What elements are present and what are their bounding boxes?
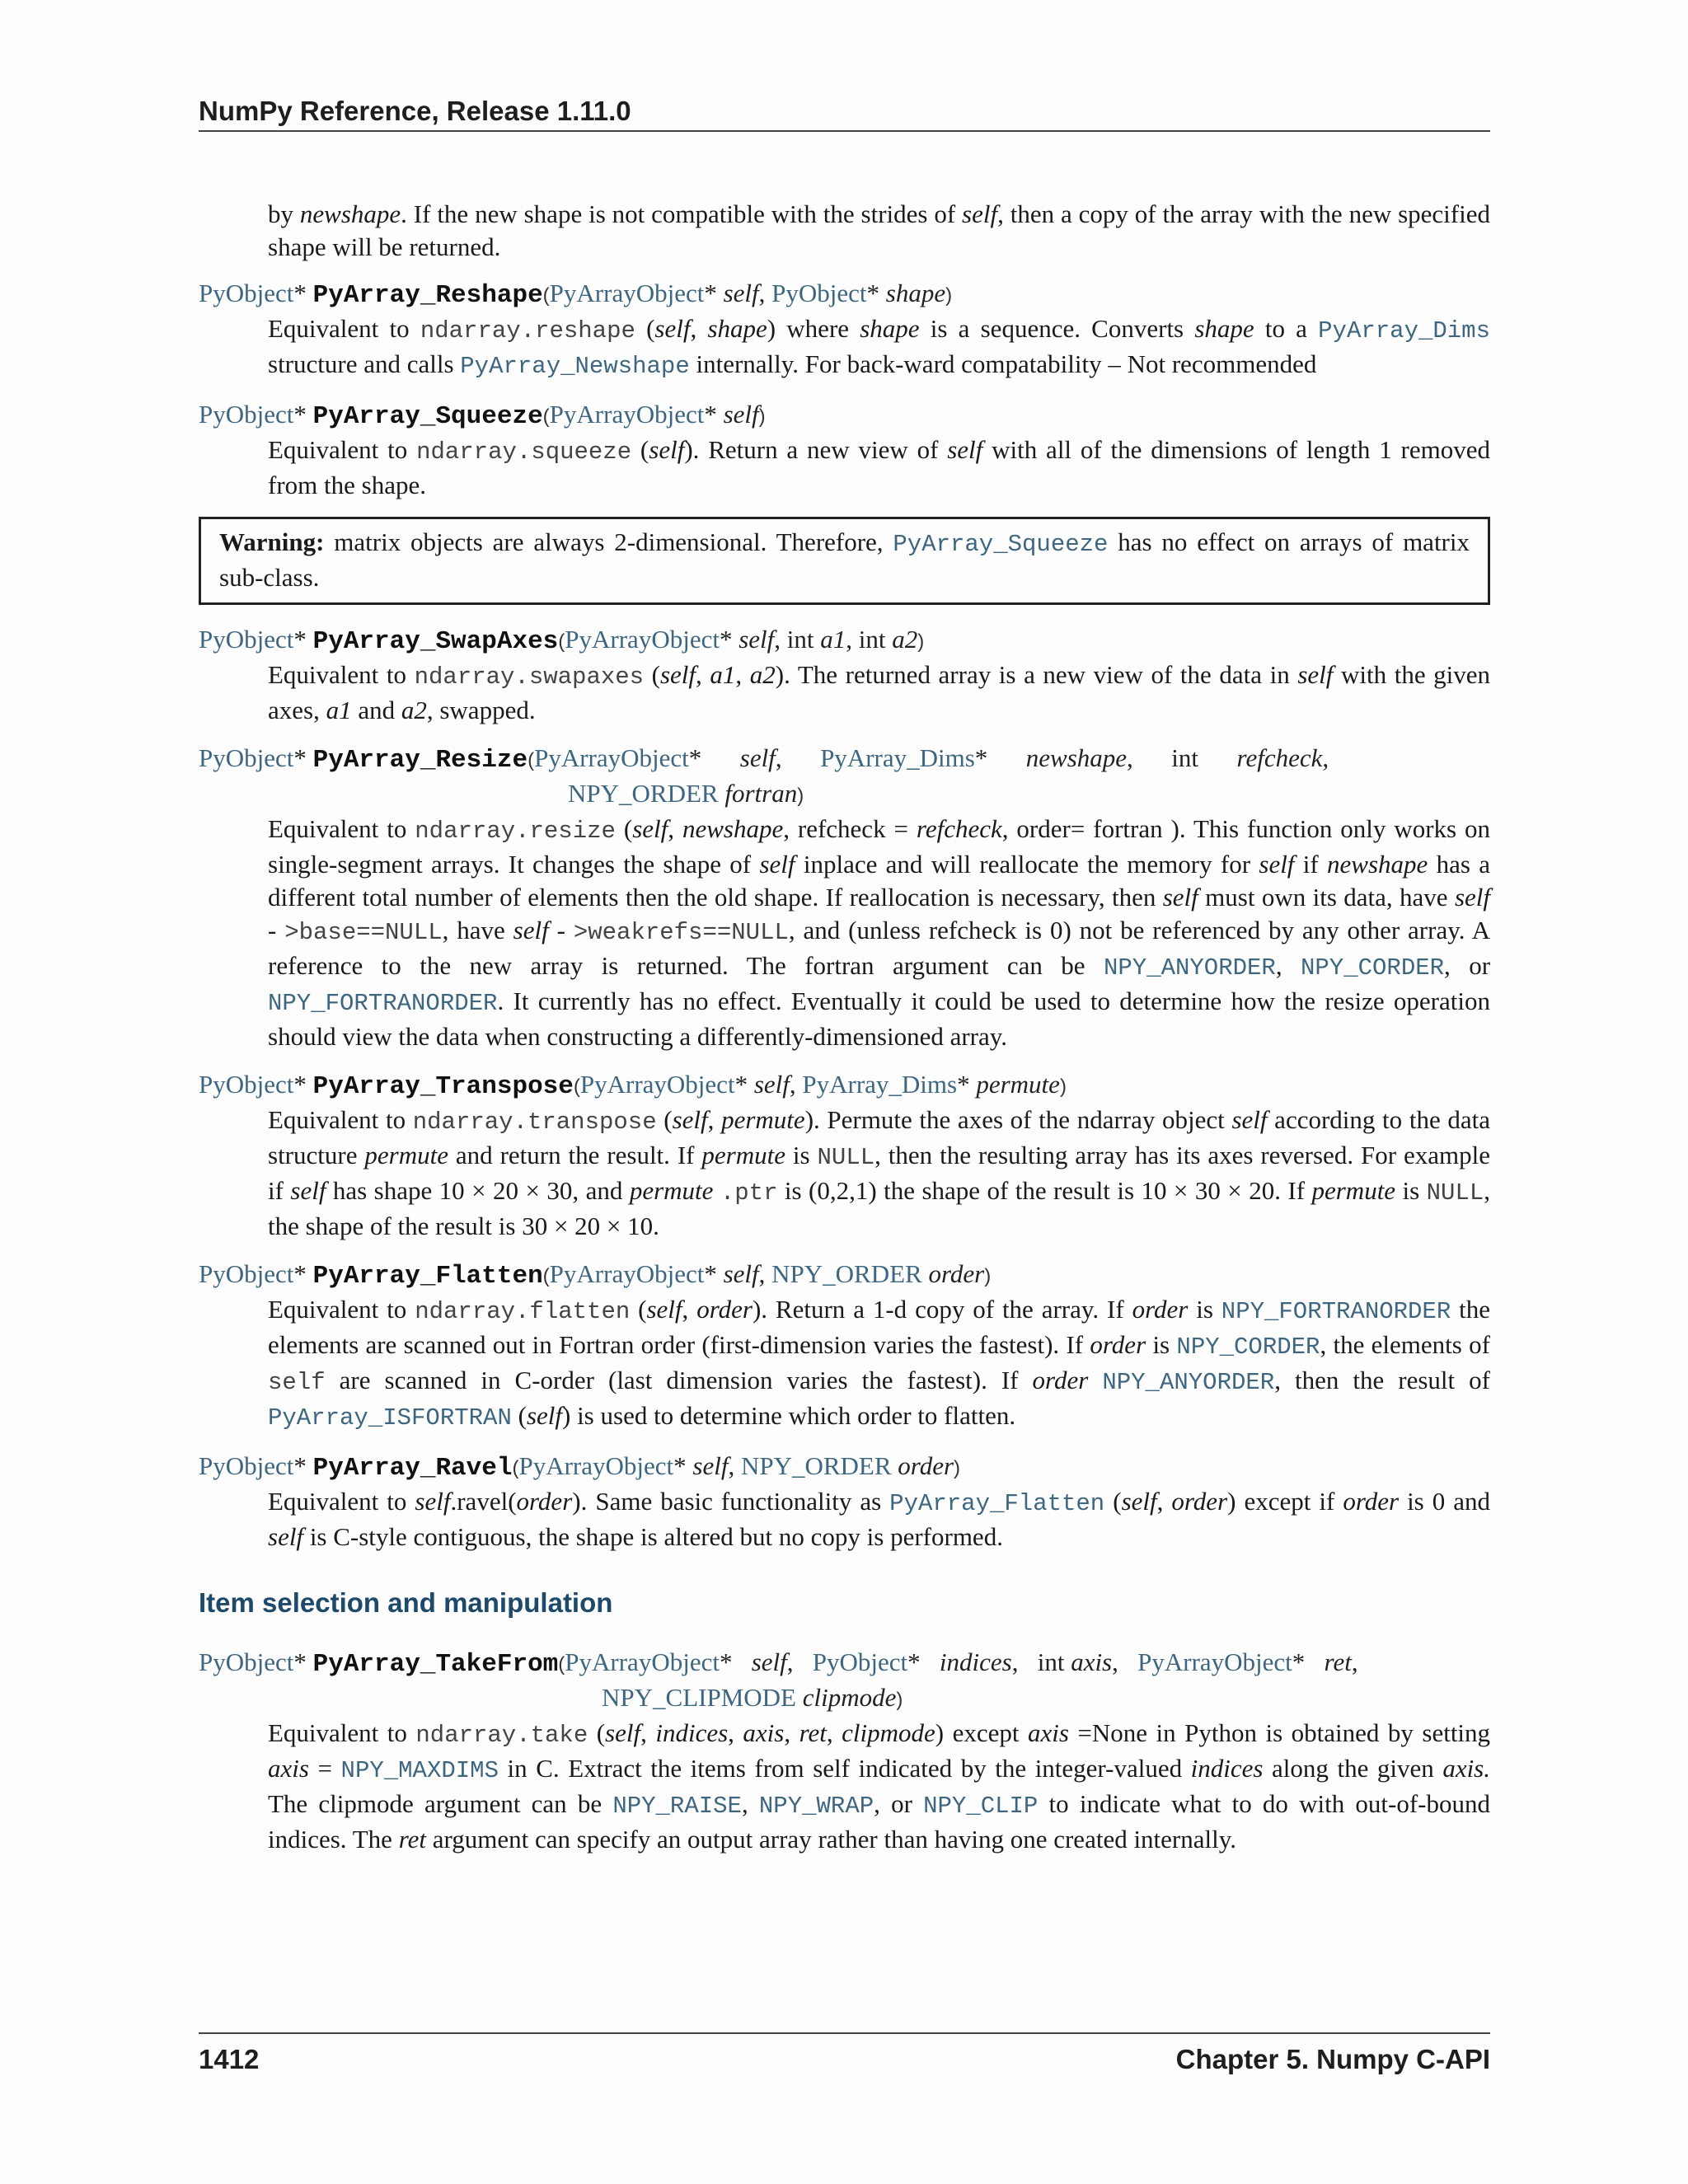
warning-box: Warning: matrix objects are always 2-dimensional. Therefore, PyArray_Squeeze has no effect on arrays of matrix sub-class.	[199, 517, 1490, 605]
type-link[interactable]: PyObject	[771, 279, 867, 307]
function-description: Equivalent to ndarray.resize (self, newshape, refcheck = refcheck, order= fortran ). This function only works on single-segment arrays. It changes the shape of self inplace and will reallocate the memory for self if newshape has a different total number of elements then the old shape. If reallocation is necessary, then self must own its data, have self - >base==NULL, have self - >weakrefs==NULL, and (unless refcheck is 0) not be referenced by any other array. A reference to the new array is returned. The fortran argument can be NPY_ANYORDER, NPY_CORDER, or NPY_FORTRANORDER. It currently has no effect. Eventually it could be used to determine how the resize operation should view the data when constructing a differently-dimensioned array.	[268, 814, 1491, 1051]
param-name: order	[928, 1259, 985, 1288]
running-footer	[199, 2032, 1490, 2087]
function-name: PyArray_Reshape	[312, 281, 543, 310]
type-link[interactable]: PyArrayObject	[579, 1070, 735, 1099]
type-link[interactable]: PyObject	[199, 400, 294, 429]
xref-link[interactable]: NPY_CORDER	[1301, 954, 1445, 982]
page-content	[199, 198, 1490, 1871]
type-link[interactable]: PyObject	[199, 1070, 294, 1099]
function-description: Equivalent to ndarray.swapaxes (self, a1, a2). The returned array is a new view of the data in self with the given axes, a1 and a2, swapped.	[268, 660, 1491, 724]
type-link[interactable]: PyArray_Dims	[802, 1070, 958, 1099]
type-link[interactable]: NPY_CLIPMODE	[602, 1683, 796, 1712]
param-name: self	[753, 1070, 790, 1099]
type-link[interactable]: PyArrayObject	[565, 625, 720, 654]
xref-link[interactable]: NPY_WRAP	[758, 1793, 874, 1820]
function-signature: PyObject* PyArray_Flatten(PyArrayObject* self, NPY_ORDER order)	[199, 1259, 992, 1291]
param-name: axis	[1071, 1647, 1113, 1676]
type-link[interactable]: PyArray_Dims	[820, 743, 975, 772]
param-name: a1	[820, 625, 846, 654]
intro-paragraph: by newshape. If the new shape is not compatible with the strides of self, then a copy of the array with the new specified shape will be returned.	[268, 199, 1490, 261]
function-description: Equivalent to ndarray.transpose (self, permute). Permute the axes of the ndarray object self according to the data structure permute and return the result. If permute is NULL, then the resulting array has its axes reversed. For example if self has shape 10 × 20 × 30, and permute .ptr is (0,2,1) the shape of the result is 10 × 30 × 20. If permute is NULL, the shape of the result is 30 × 20 × 10.	[268, 1105, 1491, 1240]
type-link[interactable]: PyObject	[199, 1259, 294, 1288]
function-name: PyArray_Resize	[312, 746, 528, 775]
function-entry-flatten	[199, 1258, 1490, 1435]
param-name: newshape	[1025, 743, 1128, 772]
type-link[interactable]: NPY_ORDER	[771, 1259, 922, 1288]
type-link[interactable]: PyArrayObject	[1137, 1647, 1292, 1676]
function-description: Equivalent to ndarray.reshape (self, shape) where shape is a sequence. Converts shape to a PyArray_Dims structure and calls PyArray_Newshape internally. For back-ward compatability – Not recommended	[268, 314, 1490, 380]
param-name: self	[723, 279, 759, 307]
function-name: PyArray_TakeFrom	[312, 1650, 559, 1679]
xref-link[interactable]: NPY_MAXDIMS	[340, 1757, 499, 1784]
param-name: self	[751, 1647, 787, 1676]
xref-link[interactable]: NPY_FORTRANORDER	[268, 990, 498, 1017]
function-name: PyArray_Flatten	[312, 1262, 543, 1291]
function-name: PyArray_Ravel	[312, 1454, 513, 1483]
param-name: a2	[892, 625, 918, 654]
function-description: Equivalent to ndarray.squeeze (self). Return a new view of self with all of the dimensions of length 1 removed from the shape.	[268, 435, 1491, 499]
param-name: self	[739, 743, 776, 772]
page-number: 1412	[199, 2044, 260, 2074]
param-type: int	[858, 625, 886, 654]
warning-label: Warning:	[219, 527, 325, 556]
function-name: PyArray_SwapAxes	[312, 627, 559, 656]
param-name: self	[692, 1451, 729, 1480]
param-name: clipmode	[802, 1683, 897, 1712]
function-description: Equivalent to ndarray.take (self, indices, axis, ret, clipmode) except axis =None in Python is obtained by setting axis = NPY_MAXDIMS in C. Extract the items from self indicated by the integer-valued indices along the given axis. The clipmode argument can be NPY_RAISE, NPY_WRAP, or NPY_CLIP to indicate what to do with out-of-bound indices. The ret argument can specify an output array rather than having one created internally.	[268, 1718, 1491, 1854]
function-entry-transpose	[199, 1068, 1490, 1243]
xref-link[interactable]: PyArray_Dims	[1318, 317, 1490, 344]
param-name: permute	[976, 1070, 1060, 1099]
type-link[interactable]: PyObject	[199, 1647, 294, 1676]
xref-link[interactable]: NPY_CLIP	[923, 1793, 1039, 1820]
type-link[interactable]: PyObject	[199, 625, 294, 654]
type-link[interactable]: PyArrayObject	[549, 1259, 705, 1288]
xref-link[interactable]: PyArray_Flatten	[889, 1490, 1105, 1517]
function-signature: PyObject* PyArray_Transpose(PyArrayObject* self, PyArray_Dims* permute)	[199, 1070, 1067, 1101]
param-name: ret	[1324, 1647, 1352, 1676]
xref-link[interactable]: PyArray_ISFORTRAN	[268, 1404, 512, 1432]
function-entry-resize	[199, 742, 1490, 1053]
function-entry-ravel	[199, 1450, 1490, 1554]
function-signature: PyObject* PyArray_Ravel(PyArrayObject* self, NPY_ORDER order)	[199, 1451, 961, 1483]
param-name: shape	[885, 279, 946, 307]
param-name: self	[723, 400, 759, 429]
function-entry-reshape	[199, 277, 1490, 383]
xref-link[interactable]: NPY_RAISE	[612, 1793, 742, 1820]
function-description: Equivalent to self.ravel(order). Same basic functionality as PyArray_Flatten (self, order) except if order is 0 and self is C-style contiguous, the shape is altered but no copy is performed.	[268, 1487, 1491, 1551]
xref-link[interactable]: PyArray_Newshape	[460, 353, 690, 380]
function-signature-continuation: NPY_CLIPMODE clipmode)	[602, 1683, 903, 1712]
function-signature: PyObject* PyArray_TakeFrom(PyArrayObject* self, PyObject* indices, int axis, PyArrayObject* ret,	[199, 1647, 1358, 1679]
param-name: self	[738, 625, 775, 654]
param-type: int	[786, 625, 814, 654]
function-signature: PyObject* PyArray_Resize(PyArrayObject* self, PyArray_Dims* newshape, int refcheck,	[199, 743, 1329, 775]
function-signature: PyObject* PyArray_Reshape(PyArrayObject* self, PyObject* shape)	[199, 279, 953, 310]
running-header: NumPy Reference, Release 1.11.0	[199, 92, 1490, 132]
param-name: fortran	[724, 779, 798, 808]
function-name: PyArray_Transpose	[312, 1072, 574, 1101]
function-entry-swapaxes	[199, 623, 1490, 727]
section-heading: Item selection and manipulation	[199, 1587, 613, 1618]
xref-link[interactable]: NPY_CORDER	[1176, 1333, 1320, 1361]
type-link[interactable]: PyArrayObject	[565, 1647, 720, 1676]
type-link[interactable]: NPY_ORDER	[740, 1451, 892, 1480]
param-name: refcheck	[1236, 743, 1323, 772]
type-link[interactable]: PyObject	[199, 743, 294, 772]
type-link[interactable]: PyObject	[812, 1647, 908, 1676]
param-name: order	[898, 1451, 954, 1480]
type-link[interactable]: PyObject	[199, 279, 294, 307]
function-signature: PyObject* PyArray_SwapAxes(PyArrayObject* self, int a1, int a2)	[199, 625, 925, 656]
param-name: indices	[939, 1647, 1012, 1676]
type-link[interactable]: NPY_ORDER	[568, 779, 719, 808]
chapter-title: Chapter 5. Numpy C-API	[1175, 2044, 1490, 2074]
function-entry-squeeze	[199, 398, 1490, 502]
type-link[interactable]: PyArrayObject	[518, 1451, 674, 1480]
param-type: int	[1171, 743, 1199, 772]
type-link[interactable]: PyObject	[199, 1451, 294, 1480]
type-link[interactable]: PyArrayObject	[549, 400, 705, 429]
xref-link[interactable]: NPY_ANYORDER	[1102, 1369, 1275, 1396]
param-name: self	[723, 1259, 759, 1288]
param-type: int	[1037, 1647, 1065, 1676]
xref-link[interactable]: NPY_ANYORDER	[1103, 954, 1276, 982]
function-signature-continuation: NPY_ORDER fortran)	[568, 779, 804, 808]
type-link[interactable]: PyArrayObject	[549, 279, 705, 307]
xref-link[interactable]: PyArray_Squeeze	[893, 531, 1109, 558]
function-name: PyArray_Squeeze	[312, 402, 543, 431]
xref-link[interactable]: NPY_FORTRANORDER	[1221, 1298, 1451, 1325]
function-description: Equivalent to ndarray.flatten (self, order). Return a 1-d copy of the array. If order is NPY_FORTRANORDER the elements are scanned out in Fortran order (first-dimension varies the fastest). If order is NPY_CORDER, the elements of self are scanned in C-order (last dimension varies the fastest). If order NPY_ANYORDER, then the result of PyArray_ISFORTRAN (self) is used to determine which order to flatten.	[268, 1295, 1491, 1432]
function-signature: PyObject* PyArray_Squeeze(PyArrayObject* self)	[199, 400, 766, 431]
function-entry-takefrom	[199, 1646, 1490, 1856]
type-link[interactable]: PyArrayObject	[534, 743, 689, 772]
